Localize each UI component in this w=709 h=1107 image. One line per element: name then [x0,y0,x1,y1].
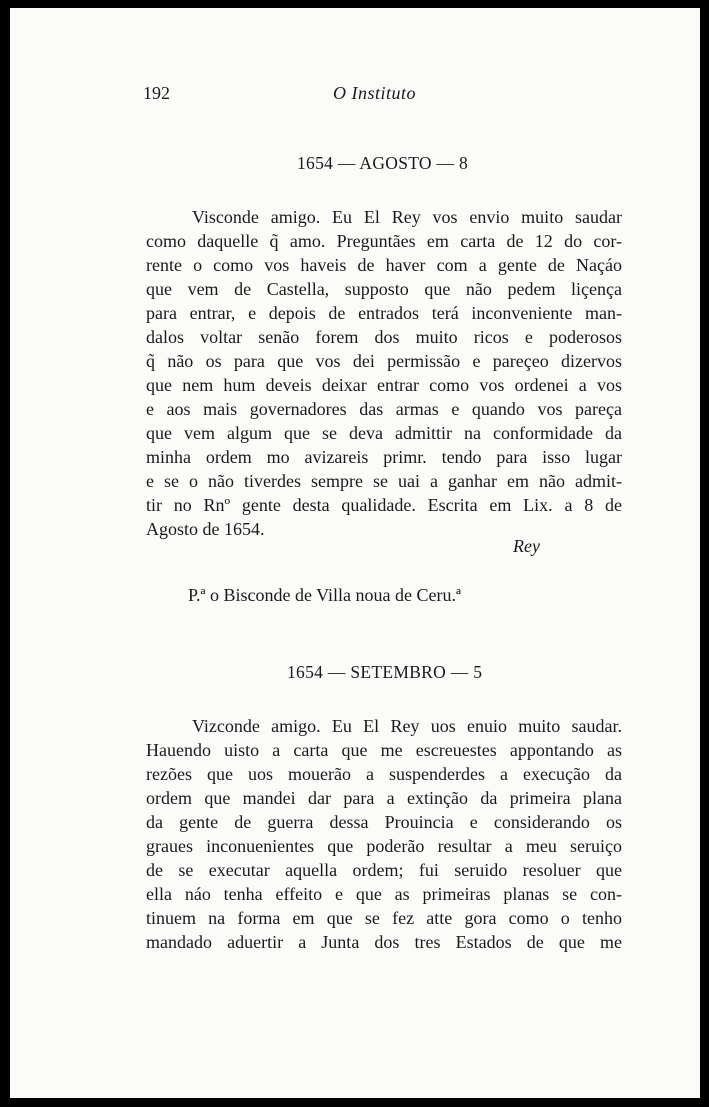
page-number: 192 [143,83,170,103]
text-line: da gente de guerra dessa Prouincia e considerando os [146,812,622,832]
text-line: tir no Rnº gente desta qualidade. Escrita em Lix. a 8 de [146,495,622,515]
text-line: minha ordem mo avizareis primr. tendo para isso lugar [146,447,622,467]
text-line: Vizconde amigo. Eu El Rey uos enuio muito saudar. [192,716,622,736]
text-line: Hauendo uisto a carta que me escreuestes appontando as [146,740,622,760]
text-line: mandado aduertir a Junta dos tres Estados de que me [146,932,622,952]
text-line: de se executar aquella ordem; fui seruido resoluer que [146,860,622,880]
text-line: tinuem na forma em que se fez atte gora como o tenho [146,908,622,928]
text-line: Visconde amigo. Eu El Rey vos envio muito saudar [192,207,622,227]
letter1-address: P.ª o Bisconde de Villa noua de Ceru.ª [188,585,461,605]
letter2-body [146,714,622,954]
text-line: que nem hum deveis deixar entrar como vos ordenei a vos [146,375,622,395]
text-line: rezões que uos mouerão a suspenderdes a execução da [146,764,622,784]
text-line: e aos mais governadores das armas e quando vos pareça [146,399,622,419]
letter2-heading: 1654 — SETEMBRO — 5 [287,662,483,682]
text-line: ordem que mandei dar para a extinção da primeira plana [146,788,622,808]
document-page [10,8,700,1098]
text-line: dalos voltar senão forem dos muito ricos e poderosos [146,327,622,347]
text-line: graues inconuenientes que poderão resultar a meu seruiço [146,836,622,856]
text-line: rente o como vos haveis de haver com a gente de Naçáo [146,255,622,275]
letter1-signature: Rey [513,536,540,556]
running-title: O Instituto [333,83,417,103]
text-line: e se o não tiverdes sempre se uai a ganhar em não admit- [146,471,622,491]
text-line: que vem algum que se deva admittir na conformidade da [146,423,622,443]
letter1-body [146,205,622,541]
letter1-heading: 1654 — AGOSTO — 8 [297,153,469,173]
text-line: para entrar, e depois de entrados terá inconveniente man- [146,303,622,323]
text-line: como daquelle q̃ amo. Preguntães em carta de 12 do cor- [146,231,622,251]
text-line: Agosto de 1654. [146,519,265,539]
text-line: que vem de Castella, supposto que não pedem liçença [146,279,622,299]
page-header [143,83,603,107]
text-line: ella náo tenha effeito e que as primeiras planas se con- [146,884,622,904]
text-line: q̃ não os para que vos dei permissão e pareçeo dizervos [146,351,622,371]
